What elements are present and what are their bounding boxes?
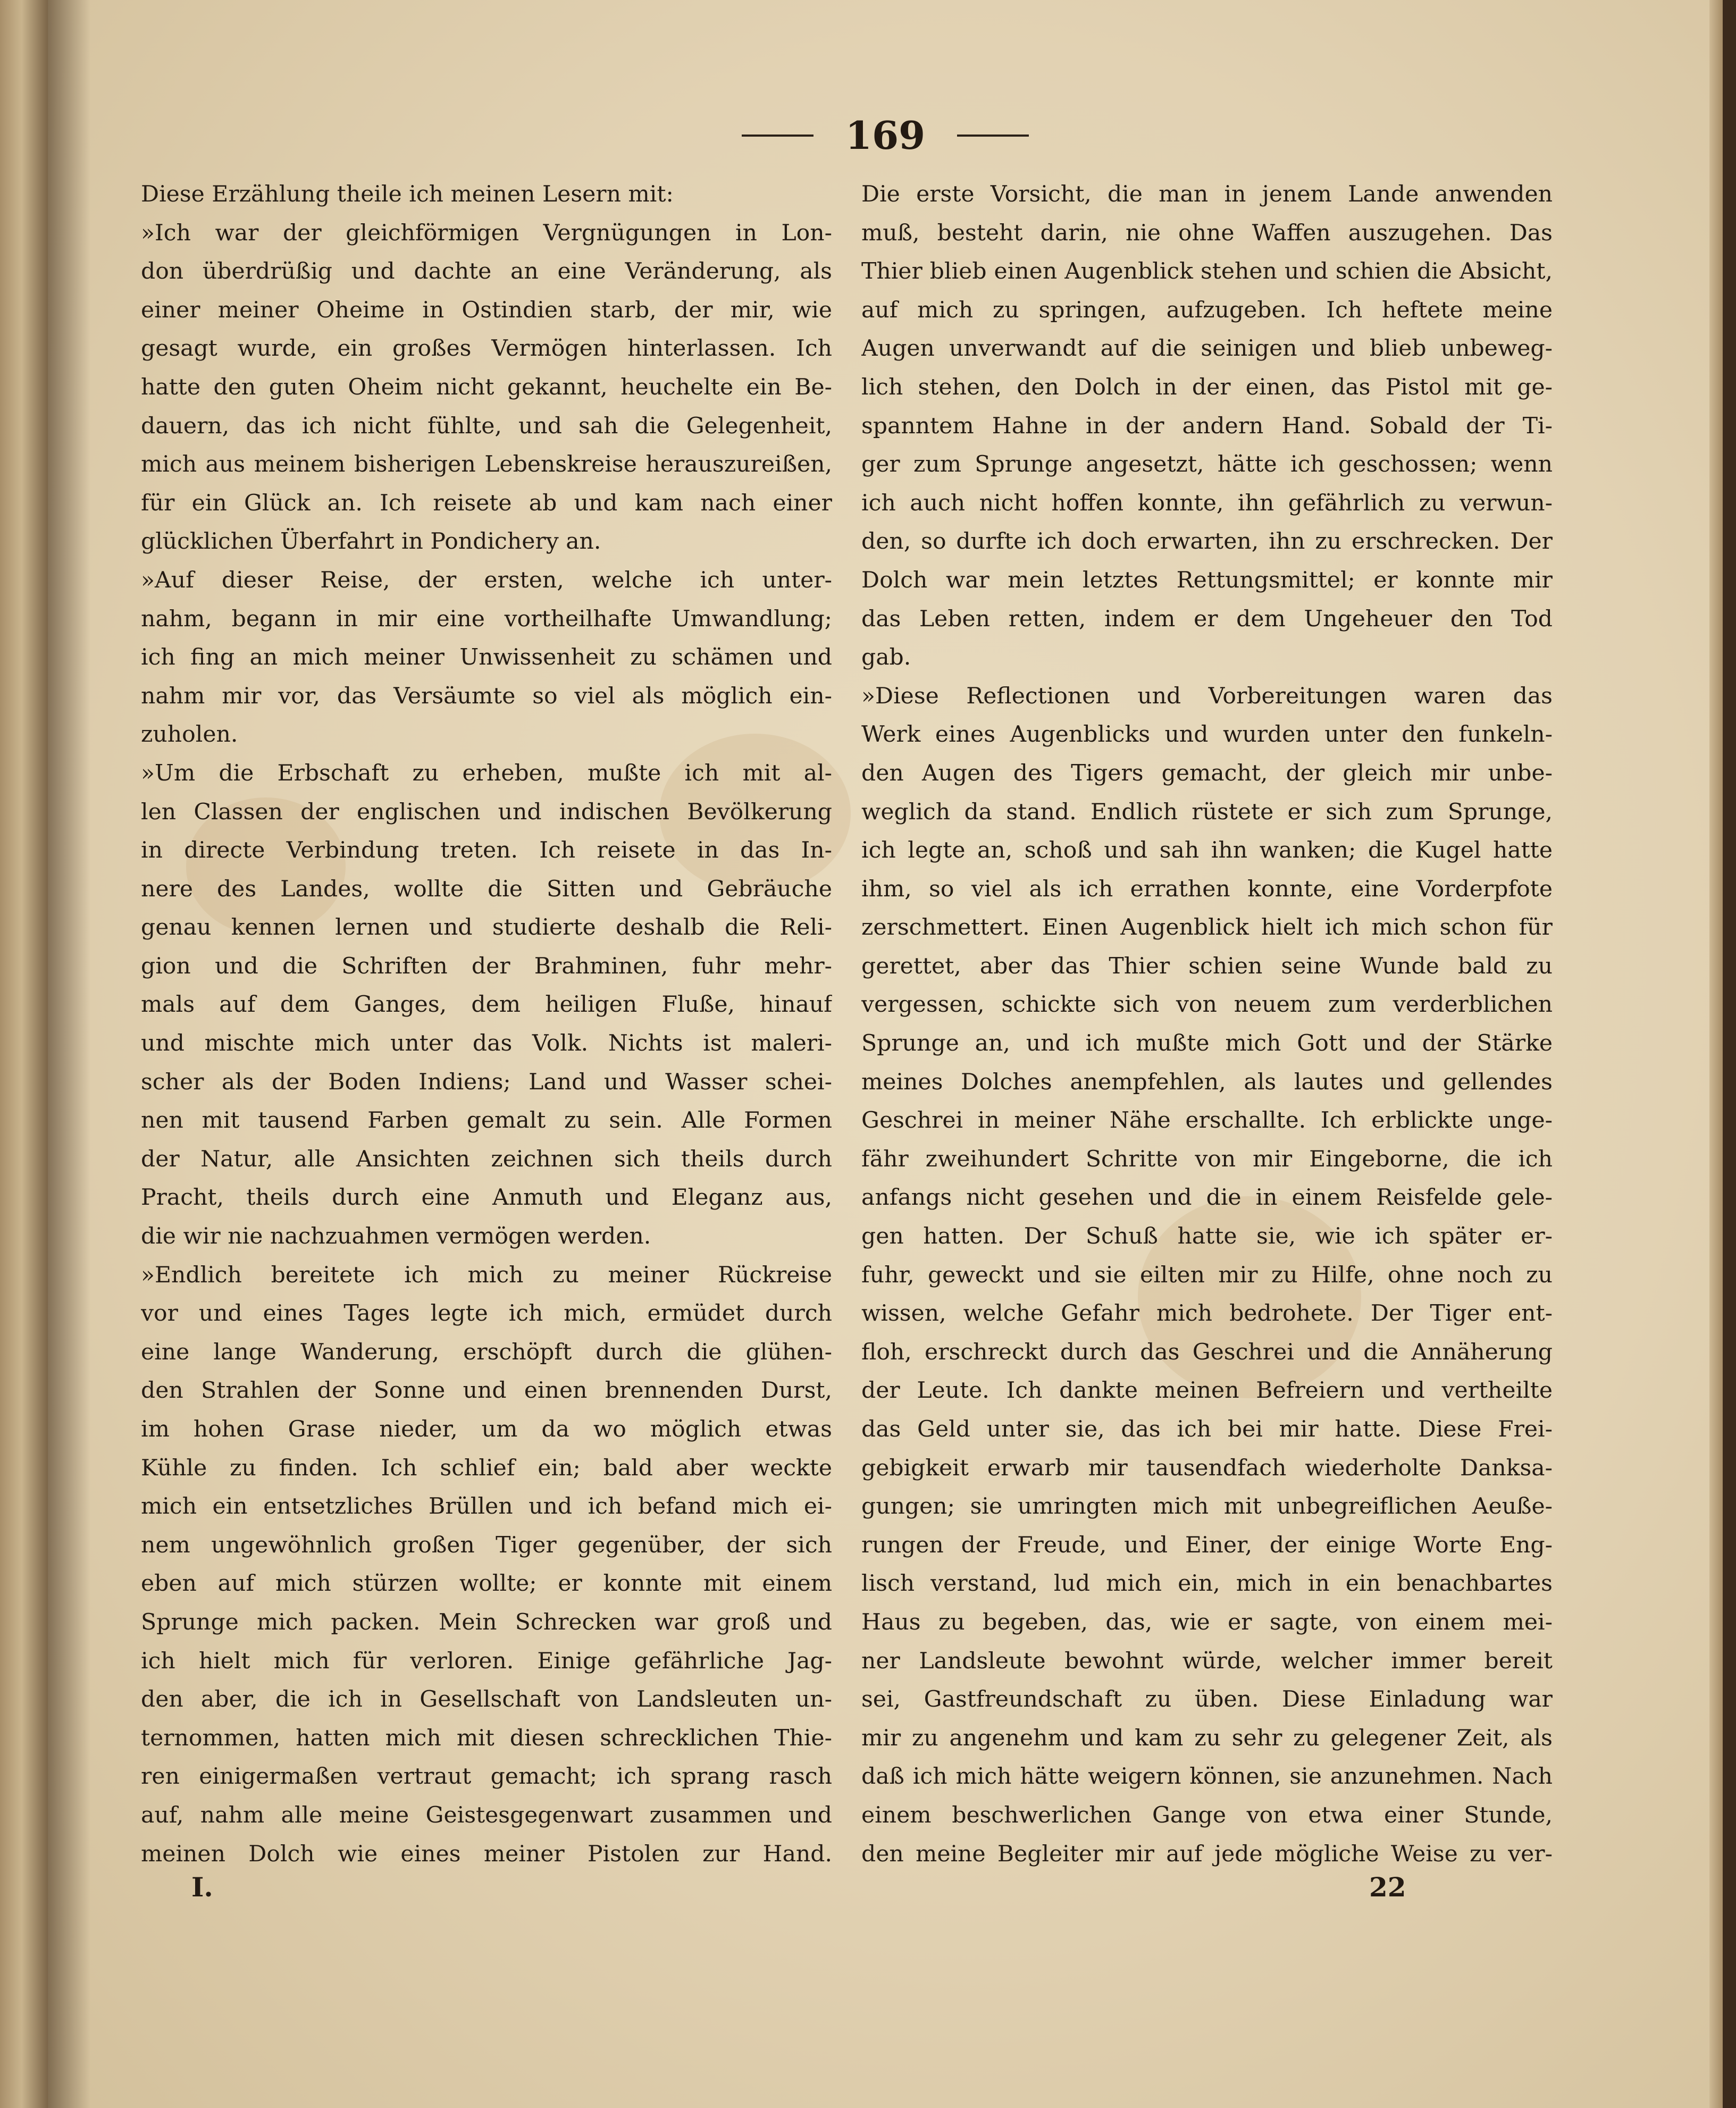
text-line: glücklichen Überfahrt in Pondichery an. xyxy=(141,528,601,555)
text-line: vor und eines Tages legte ich mich, ermüdet durch xyxy=(141,1300,832,1327)
text-line: der Natur, alle Ansichten zeichnen sich theils durch xyxy=(141,1146,832,1172)
text-line: wissen, welche Gefahr mich bedrohete. Der Tiger ent- xyxy=(861,1300,1553,1327)
text-line: gen hatten. Der Schuß hatte sie, wie ich später er- xyxy=(861,1223,1553,1250)
text-line: ihm, so viel als ich errathen konnte, eine Vorderpfote xyxy=(861,876,1553,902)
right-text-column xyxy=(861,175,1553,1874)
text-line: weglich da stand. Endlich rüstete er sich zum Sprunge, xyxy=(861,799,1553,825)
text-line: Diese Erzählung theile ich meinen Lesern mit: xyxy=(141,181,674,207)
text-line: den meine Begleiter mir auf jede mögliche Weise zu ver- xyxy=(861,1841,1553,1867)
text-line: rungen der Freude, und Einer, der einige Worte Eng- xyxy=(861,1532,1553,1558)
text-line: den, so durfte ich doch erwarten, ihn zu erschrecken. Der xyxy=(861,528,1553,555)
previous-page-edge xyxy=(0,0,48,2108)
text-line: mich ein entsetzliches Brüllen und ich befand mich ei- xyxy=(141,1493,832,1520)
text-line: »Ich war der gleichförmigen Vergnügungen in Lon- xyxy=(141,220,832,246)
text-line: nahm mir vor, das Versäumte so viel als möglich ein- xyxy=(141,683,832,709)
text-line: Sprunge an, und ich mußte mich Gott und der Stärke xyxy=(861,1030,1553,1057)
text-line: hatte den guten Oheim nicht gekannt, heuchelte ein Be- xyxy=(141,374,832,400)
text-line: muß, besteht darin, nie ohne Waffen auszugehen. Das xyxy=(861,220,1553,246)
text-line: ternommen, hatten mich mit diesen schrecklichen Thie- xyxy=(141,1725,832,1751)
signature-mark: I. xyxy=(191,1871,213,1903)
text-line: Pracht, theils durch eine Anmuth und Eleganz aus, xyxy=(141,1185,832,1211)
text-line: spanntem Hahne in der andern Hand. Sobald der Ti- xyxy=(861,413,1553,439)
text-line: einem beschwerlichen Gange von etwa einer Stunde, xyxy=(861,1802,1553,1828)
page-number: 169 xyxy=(845,113,926,158)
header-rule-right xyxy=(957,135,1029,137)
text-line: ich legte an, schoß und sah ihn wanken; die Kugel hatte xyxy=(861,837,1553,864)
text-line: das Leben retten, indem er dem Ungeheuer den Tod xyxy=(861,606,1553,632)
text-line: »Um die Erbschaft zu erheben, mußte ich mit al- xyxy=(141,760,832,786)
text-line: Dolch war mein letztes Rettungsmittel; er konnte mir xyxy=(861,567,1553,593)
text-line: und mischte mich unter das Volk. Nichts ist maleri- xyxy=(141,1030,832,1057)
text-line: Augen unverwandt auf die seinigen und blieb unbeweg- xyxy=(861,335,1553,362)
text-line: sei, Gastfreundschaft zu üben. Diese Einladung war xyxy=(861,1686,1553,1713)
text-line: nen mit tausend Farben gemalt zu sein. Alle Formen xyxy=(141,1107,832,1134)
text-line: eine lange Wanderung, erschöpft durch die glühen- xyxy=(141,1339,832,1365)
text-line: in directe Verbindung treten. Ich reisete in das In- xyxy=(141,837,832,864)
sheet-number: 22 xyxy=(1369,1871,1406,1903)
text-line: nere des Landes, wollte die Sitten und Gebräuche xyxy=(141,876,832,902)
text-line: scher als der Boden Indiens; Land und Wasser schei- xyxy=(141,1069,832,1095)
text-line: mir zu angenehm und kam zu sehr zu gelegener Zeit, als xyxy=(861,1725,1553,1751)
text-line: auf mich zu springen, aufzugeben. Ich heftete meine xyxy=(861,297,1553,323)
text-line: »Diese Reflectionen und Vorbereitungen waren das xyxy=(861,683,1553,709)
text-line: eben auf mich stürzen wollte; er konnte mit einem xyxy=(141,1570,832,1597)
text-line: Thier blieb einen Augenblick stehen und schien die Absicht, xyxy=(861,258,1553,285)
text-line: ich fing an mich meiner Unwissenheit zu schämen und xyxy=(141,644,832,671)
text-line: genau kennen lernen und studierte deshalb die Reli- xyxy=(141,914,832,941)
text-line: Sprunge mich packen. Mein Schrecken war groß und xyxy=(141,1609,832,1635)
text-line: meinen Dolch wie eines meiner Pistolen zur Hand. xyxy=(141,1841,832,1867)
page-header xyxy=(48,98,1723,173)
text-line: zuholen. xyxy=(141,721,238,748)
text-line: daß ich mich hätte weigern können, sie anzunehmen. Nach xyxy=(861,1763,1553,1790)
text-line: mals auf dem Ganges, dem heiligen Fluße, hinauf xyxy=(141,992,832,1018)
text-line: gab. xyxy=(861,644,911,671)
text-line: gesagt wurde, ein großes Vermögen hinterlassen. Ich xyxy=(141,335,832,362)
text-line: fuhr, geweckt und sie eilten mir zu Hilfe, ohne noch zu xyxy=(861,1262,1553,1288)
header-rule-left xyxy=(742,135,814,137)
text-line: dauern, das ich nicht fühlte, und sah die Gelegenheit, xyxy=(141,413,832,439)
text-line: fähr zweihundert Schritte von mir Eingeborne, die ich xyxy=(861,1146,1553,1172)
text-line: das Geld unter sie, das ich bei mir hatte. Diese Frei- xyxy=(861,1416,1553,1442)
text-line: ich auch nicht hoffen konnte, ihn gefährlich zu verwun- xyxy=(861,490,1553,516)
text-line: ren einigermaßen vertraut gemacht; ich sprang rasch xyxy=(141,1763,832,1790)
text-line: den Augen des Tigers gemacht, der gleich mir unbe- xyxy=(861,760,1553,786)
text-line: vergessen, schickte sich von neuem zum verderblichen xyxy=(861,992,1553,1018)
text-line: floh, erschreckt durch das Geschrei und die Annäherung xyxy=(861,1339,1553,1365)
text-line: zerschmettert. Einen Augenblick hielt ich mich schon für xyxy=(861,914,1553,941)
text-line: für ein Glück an. Ich reisete ab und kam nach einer xyxy=(141,490,832,516)
left-text-column xyxy=(141,175,832,1874)
text-line: lisch verstand, lud mich ein, mich in ein benachbartes xyxy=(861,1570,1553,1597)
text-line: Haus zu begeben, das, wie er sagte, von einem mei- xyxy=(861,1609,1553,1635)
text-line: gion und die Schriften der Brahminen, fuhr mehr- xyxy=(141,953,832,979)
text-line: gebigkeit erwarb mir tausendfach wiederholte Danksa- xyxy=(861,1455,1553,1481)
text-line: im hohen Grase nieder, um da wo möglich etwas xyxy=(141,1416,832,1442)
text-line: nem ungewöhnlich großen Tiger gegenüber, der sich xyxy=(141,1532,832,1558)
text-line: einer meiner Oheime in Ostindien starb, der mir, wie xyxy=(141,297,832,323)
text-line: ich hielt mich für verloren. Einige gefährliche Jag- xyxy=(141,1648,832,1674)
text-line: gerettet, aber das Thier schien seine Wunde bald zu xyxy=(861,953,1553,979)
text-line: Geschrei in meiner Nähe erschallte. Ich erblickte unge- xyxy=(861,1107,1553,1134)
book-page xyxy=(48,0,1723,2108)
text-line: die wir nie nachzuahmen vermögen werden. xyxy=(141,1223,651,1250)
text-line: Kühle zu finden. Ich schlief ein; bald aber weckte xyxy=(141,1455,832,1481)
text-line: nahm, begann in mir eine vortheilhafte Umwandlung; xyxy=(141,606,832,632)
text-line: »Auf dieser Reise, der ersten, welche ich unter- xyxy=(141,567,832,593)
text-line: meines Dolches anempfehlen, als lautes und gellendes xyxy=(861,1069,1553,1095)
text-line: »Endlich bereitete ich mich zu meiner Rückreise xyxy=(141,1262,832,1288)
text-line: ger zum Sprunge angesetzt, hätte ich geschossen; wenn xyxy=(861,451,1553,478)
text-line: len Classen der englischen und indischen Bevölkerung xyxy=(141,799,832,825)
text-line: ner Landsleute bewohnt würde, welcher immer bereit xyxy=(861,1648,1553,1674)
text-line: anfangs nicht gesehen und die in einem Reisfelde gele- xyxy=(861,1185,1553,1211)
page-edge xyxy=(1709,0,1723,2108)
text-line: den aber, die ich in Gesellschaft von Landsleuten un- xyxy=(141,1686,832,1713)
text-line: den Strahlen der Sonne und einen brennenden Durst, xyxy=(141,1378,832,1404)
text-line: lich stehen, den Dolch in der einen, das Pistol mit ge- xyxy=(861,374,1553,400)
text-line: don überdrüßig und dachte an eine Veränderung, als xyxy=(141,258,832,285)
text-line: Die erste Vorsicht, die man in jenem Lande anwenden xyxy=(861,181,1553,207)
text-line: mich aus meinem bisherigen Lebenskreise herauszureißen, xyxy=(141,451,832,478)
text-line: der Leute. Ich dankte meinen Befreiern und vertheilte xyxy=(861,1378,1553,1404)
text-line: gungen; sie umringten mich mit unbegreiflichen Aeuße- xyxy=(861,1493,1553,1520)
text-line: auf, nahm alle meine Geistesgegenwart zusammen und xyxy=(141,1802,832,1828)
text-line: Werk eines Augenblicks und wurden unter den funkeln- xyxy=(861,721,1553,748)
